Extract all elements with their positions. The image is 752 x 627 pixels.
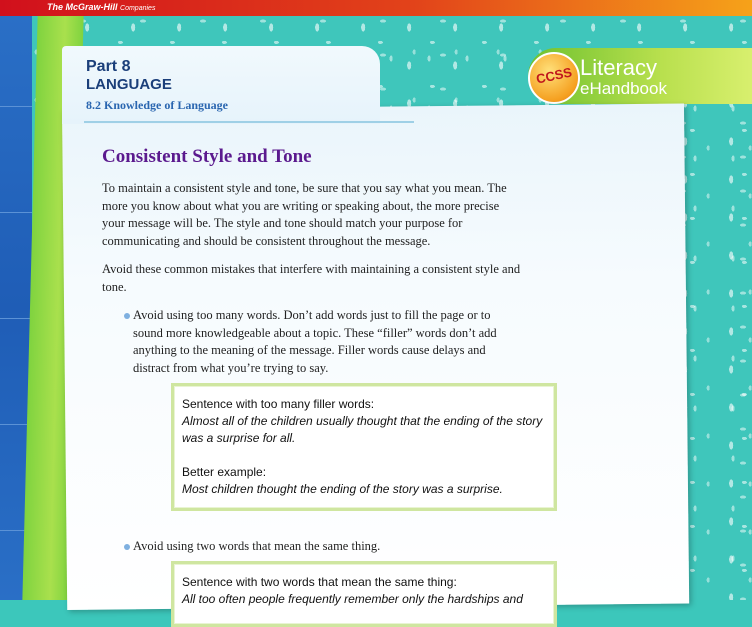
bullet-icon bbox=[124, 544, 130, 550]
example-bad-label: Sentence with too many filler words: bbox=[182, 397, 375, 411]
top-brand-bar bbox=[0, 0, 752, 16]
badge-title: Literacy bbox=[580, 55, 658, 80]
example-box bbox=[171, 383, 557, 511]
section-label: LANGUAGE bbox=[86, 76, 172, 93]
mistakes-paragraph: Avoid these common mistakes that interfere with maintaining a consistent style and tone. bbox=[102, 262, 521, 294]
part-label: Part 8 bbox=[86, 58, 131, 75]
example-good-label: Better example: bbox=[182, 465, 267, 479]
badge-subtitle: eHandbook bbox=[580, 79, 667, 98]
brand-name: The McGraw-Hill bbox=[47, 2, 118, 12]
ccss-logo-text: CCSS bbox=[534, 64, 574, 87]
example-box bbox=[171, 561, 557, 627]
bullet-icon bbox=[124, 313, 130, 319]
intro-paragraph: To maintain a consistent style and tone, be sure that you say what you mean. The more you know about what you are writing or speaking about, the more precise your message will be. The style and tone should match your purpose for communicating and should be consistent throughout the message. bbox=[102, 181, 507, 248]
example-bad-text: All too often people frequently remember only the hardships and bbox=[182, 592, 523, 606]
list-item bbox=[133, 307, 523, 377]
article-title: Consistent Style and Tone bbox=[102, 146, 312, 167]
bullet-text: Avoid using too many words. Don’t add words just to fill the page or to sound more knowledgeable about a topic. These “filler” words don’t add anything to the meaning of the message. Filler words cause delays and distract from what you’re trying to say. bbox=[133, 308, 497, 375]
ccss-logo bbox=[528, 52, 580, 104]
example-bad-text: Almost all of the children usually thought that the ending of the story was a surprise for all. bbox=[182, 414, 543, 445]
article-content bbox=[62, 110, 684, 606]
bullet-text: Avoid using two words that mean the same thing. bbox=[133, 539, 381, 553]
example-good-text: Most children thought the ending of the story was a surprise. bbox=[182, 482, 503, 496]
brand-suffix: Companies bbox=[120, 5, 156, 12]
publisher-brand bbox=[47, 2, 155, 12]
list-item bbox=[133, 538, 523, 556]
example-bad-label: Sentence with two words that mean the same thing: bbox=[182, 575, 457, 589]
subsection-label: 8.2 Knowledge of Language bbox=[86, 98, 229, 112]
